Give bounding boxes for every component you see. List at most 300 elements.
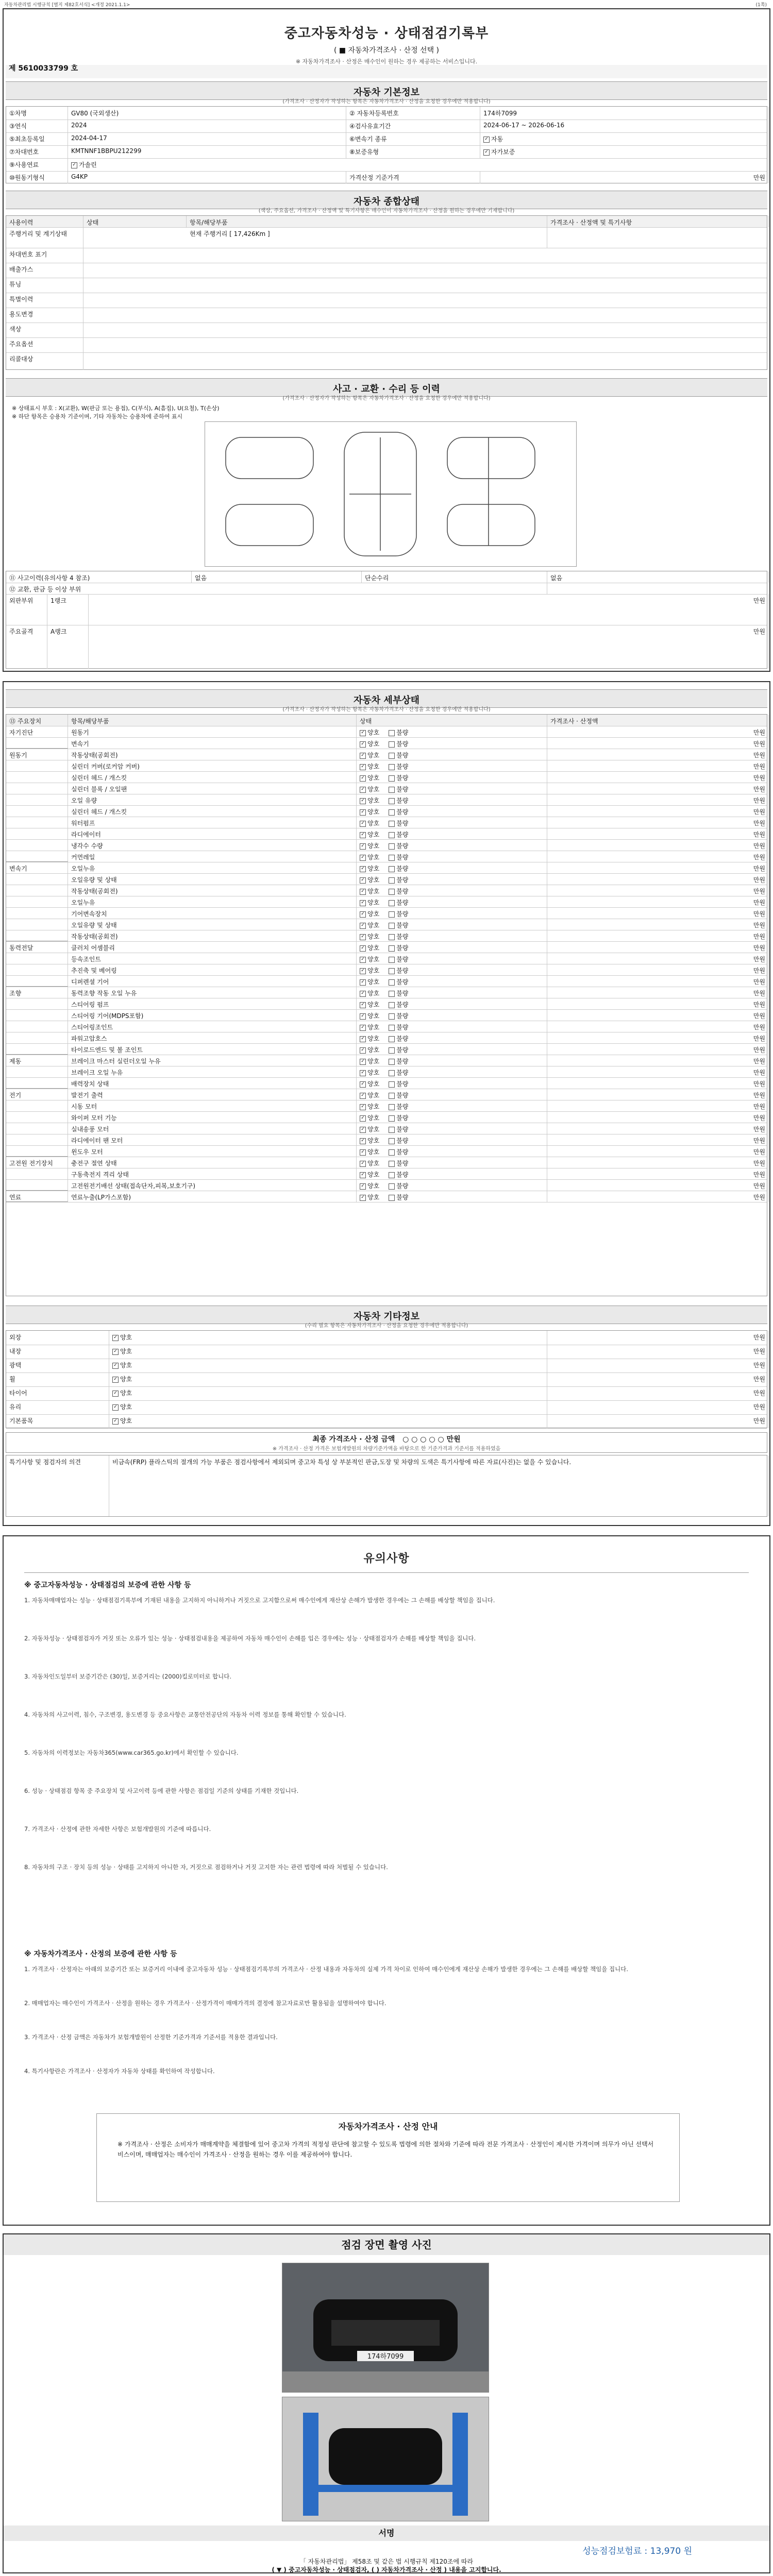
checkbox-icon: ✓ [360,911,366,918]
etc-section-title: 자동차 기타정보 [6,1306,767,1324]
checkbox-icon [389,945,395,952]
notice-title: 유의사항 [363,1552,410,1565]
divider [24,1572,749,1573]
etc-item-label: 광택 [6,1359,109,1372]
etc-status [109,1331,547,1345]
status-good-text: 양호 [367,831,380,838]
checkbox-icon: ✓ [360,798,366,804]
final-price-note: ※ 가격조사 · 산정 가격은 보험개발원의 차량기준가액을 바탕으로 한 기준가격과 기준서를 적용하였음 [272,1446,501,1452]
detail-row [6,1089,767,1100]
detail-price: 만원 [547,873,769,885]
detail-status [357,964,547,975]
detail-item: 와이퍼 모터 기능 [68,1111,357,1123]
etc-price: 만원 [547,1359,769,1372]
notice-item: 2. 자동차성능 · 상태점검자가 거짓 또는 오류가 있는 성능 · 상태점검내용을 제공하여 자동차 매수인이 손해를 입은 경우에는 성능 · 상태점검자가 손해를 배상할 책임을 집니다. [24,1635,476,1642]
warranty-label: ⑧보증유형 [346,145,480,158]
checkbox-icon: ✓ [112,1335,119,1341]
period-value: 2024-06-17 ~ 2026-06-16 [480,120,769,132]
status-good-text: 양호 [367,1080,380,1088]
status-bad-text: 불량 [396,763,409,770]
checkbox-icon [389,855,395,861]
notice-item: 4. 특기사항란은 가격조사 · 산정자가 자동차 상태를 확인하여 작성합니다. [24,2067,215,2075]
checkbox-icon [389,821,395,827]
price-basis-label: 가격산정 기준가격 [346,171,480,183]
checkbox-icon [389,764,395,770]
detail-status [357,907,547,919]
warranty-value [480,145,769,158]
repair-label: 단순수리 [362,571,547,583]
detail-status [357,1021,547,1032]
detail-item: 실내송풍 모터 [68,1123,357,1134]
detail-status [357,896,547,907]
status-bad-text: 불량 [396,1080,409,1088]
detail-group-label: 원동기 [6,749,68,862]
checkbox-icon: ✓ [360,741,366,748]
checkbox-icon: ✓ [483,149,490,156]
final-price-value: ○ ○ ○ ○ ○ 만원 [402,1435,461,1444]
detail-item: 연료누출(LP가스포함) [68,1191,357,1202]
insurance-fee: 성능점검보험료 : 13,970 원 [582,2546,692,2556]
general-row-label: 배출가스 [6,263,83,278]
detail-price: 만원 [547,964,769,975]
detail-status [357,987,547,998]
etc-table [6,1330,767,1428]
fuel-value [68,158,769,171]
status-good-text: 양호 [367,899,380,906]
detail-item: 추진축 및 베어링 [68,964,357,975]
detail-price: 만원 [547,1089,769,1100]
inspection-photo-lift [282,2397,489,2521]
status-bad-text: 불량 [396,865,409,872]
detail-item: 실린더 커버(로커암 커버) [68,760,357,771]
detail-status [357,805,547,817]
detail-item: 오일누유 [68,896,357,907]
notice-item: 8. 자동차의 구조 · 장치 등의 성능 · 상태를 고지하지 아니한 자, 거짓으로 점검하거나 거짓 고지한 자는 관련 법령에 따라 처벌될 수 있습니다. [24,1863,388,1871]
detail-status [357,885,547,896]
detail-status [357,998,547,1009]
detail-item: 오일누유 [68,862,357,873]
detail-price: 만원 [547,930,769,941]
etc-status-text: 양호 [120,1348,132,1355]
inspection-photo-front [282,2263,489,2393]
detail-price: 만원 [547,987,769,998]
detail-item: 라디에이터 팬 모터 [68,1134,357,1145]
page-2 [3,681,770,1526]
section-accident-title: 사고 · 교환 · 수리 등 이력 [6,378,767,397]
status-bad-text: 불량 [396,888,409,895]
checkbox-icon: ✓ [360,843,366,850]
checkbox-icon: ✓ [360,968,366,974]
detail-price: 만원 [547,1111,769,1123]
fuel-label: ⑨사용연료 [6,158,68,171]
status-good-text: 양호 [367,1114,380,1122]
status-good-text: 양호 [367,786,380,793]
etc-item-label: 기본품목 [6,1414,109,1428]
reg-value: 2024-04-17 [68,132,346,145]
general-col-state: 상태 [83,216,187,227]
special-notes-label: 특기사항 및 점검자의 의견 [6,1455,109,1516]
checkbox-icon: ✓ [360,1059,366,1065]
checkbox-icon [389,991,395,997]
detail-item: 작동상태(공회전) [68,930,357,941]
detail-price: 만원 [547,1123,769,1134]
document-title: 중고자동차성능 · 상태점검기록부 [284,26,489,41]
detail-group-label: 전기 [6,1089,68,1157]
detail-item: 파워고압호스 [68,1032,357,1043]
detail-row [6,1021,767,1032]
checkbox-icon: ✓ [360,775,366,782]
checkbox-icon: ✓ [360,900,366,906]
detail-row [6,760,767,772]
detail-group-label: 자기진단 [6,726,68,749]
status-good-text: 양호 [367,774,380,782]
detail-item: 배력장치 상태 [68,1077,357,1089]
car-lift-photo-icon [282,2397,489,2521]
detail-status [357,1191,547,1202]
status-good-text: 양호 [367,729,380,736]
detail-row [6,1055,767,1066]
etc-row [6,1345,767,1359]
detail-item: 워터펌프 [68,817,357,828]
detail-price: 만원 [547,1066,769,1077]
etc-price: 만원 [547,1372,769,1386]
detail-status [357,1168,547,1179]
rank-1-label: 1랭크 [47,594,89,625]
general-row-label: 특별이력 [6,293,83,308]
general-col-item: 항목/해당부품 [187,216,547,227]
period-label: ④검사유효기간 [346,120,480,132]
detail-item: 스티어링조인트 [68,1021,357,1032]
detail-price: 만원 [547,726,769,737]
status-bad-text: 불량 [396,808,409,816]
footer-line-2: ( ▼ ) 중고자동차성능 · 상태점검자, ( ) 자동차가격조사 · 산정 ) 내용을 고지합니다. [272,2566,501,2573]
detail-status [357,1145,547,1157]
checkbox-icon: ✓ [360,1104,366,1110]
general-row-label: 주요옵션 [6,337,83,352]
status-bad-text: 불량 [396,797,409,804]
status-bad-text: 불량 [396,842,409,850]
section-basic-title: 자동차 기본정보 [6,81,767,100]
checkbox-icon [389,900,395,906]
gear-value [480,132,769,145]
detail-row [6,1066,767,1078]
status-good-text: 양호 [367,956,380,963]
detail-row [6,987,767,998]
detail-item: 커먼레일 [68,851,357,862]
special-notes-text: 비금속(FRP) 플라스틱의 절개의 가능 부품은 점검사항에서 제외되며 중고차 특성 상 부분적인 판금,도장 및 차량의 도색은 특기사항에 따른 자료(사진)는 없을 수 있습니다. [109,1455,769,1516]
status-good-text: 양호 [367,1137,380,1144]
status-good-text: 양호 [367,1182,380,1190]
checkbox-icon [389,1138,395,1144]
status-good-text: 양호 [367,842,380,850]
detail-section-title: 자동차 세부상태 [6,689,767,708]
checkbox-icon: ✓ [360,1025,366,1031]
status-good-text: 양호 [367,990,380,997]
reg-label: ⑤최초등록일 [6,132,68,145]
status-good-text: 양호 [367,1024,380,1031]
status-bad-text: 불량 [396,831,409,838]
checkbox-icon: ✓ [360,764,366,770]
checkbox-icon [389,923,395,929]
checkbox-icon: ✓ [112,1349,119,1355]
detail-item: 등속조인트 [68,953,357,964]
checkbox-icon [389,957,395,963]
etc-price: 만원 [547,1414,769,1428]
notice-heading-1: ※ 중고자동차성능 · 상태점검의 보증에 관한 사항 등 [24,1581,191,1589]
checkbox-icon [389,877,395,884]
status-bad-text: 불량 [396,933,409,940]
etc-row [6,1359,767,1373]
detail-price: 만원 [547,1021,769,1032]
status-good-text: 양호 [367,854,380,861]
status-good-text: 양호 [367,1035,380,1042]
doc-number-bar [6,65,767,78]
status-bad-text: 불량 [396,820,409,827]
year-label: ③연식 [6,120,68,132]
detail-price: 만원 [547,896,769,907]
general-row-label: 주행거리 및 계기상태 [6,227,83,248]
status-bad-text: 불량 [396,1046,409,1054]
special-notes-box [6,1455,767,1517]
photo-section-title: 점검 장면 촬영 사진 [4,2234,769,2255]
detail-price: 만원 [547,760,769,771]
etc-status [109,1372,547,1386]
checkbox-icon: ✓ [360,1002,366,1008]
detail-row [6,873,767,885]
checkbox-icon [389,1195,395,1201]
detail-row [6,771,767,783]
status-bad-text: 불량 [396,876,409,884]
status-bad-text: 불량 [396,899,409,906]
detail-price: 만원 [547,737,769,749]
accident-table [6,571,767,669]
general-row-label: 색상 [6,323,83,337]
detail-row [6,885,767,896]
notice-item: 5. 자동차의 이력정보는 자동차365(www.car365.go.kr)에서 확인할 수 있습니다. [24,1749,239,1756]
detail-row [6,1145,767,1157]
detail-item: 동력조향 작동 오일 누유 [68,987,357,998]
main-frame-label: 주요골격 [6,625,47,669]
status-bad-text: 불량 [396,854,409,861]
detail-group-label: 동력전달 [6,941,68,987]
detail-status [357,828,547,839]
etc-item-label: 내장 [6,1345,109,1359]
checkbox-icon: ✓ [360,832,366,838]
car-front-photo-icon [282,2263,489,2392]
etc-status-text: 양호 [120,1362,132,1369]
status-good-text: 양호 [367,740,380,748]
detail-item: 타이로드엔드 및 볼 조인트 [68,1043,357,1055]
detail-row [6,1111,767,1123]
status-good-text: 양호 [367,1069,380,1076]
etc-row [6,1372,767,1387]
checkbox-icon: ✓ [360,1093,366,1099]
main-frame-price: 만원 [547,625,769,669]
status-good-text: 양호 [367,1126,380,1133]
checkbox-icon [389,753,395,759]
checkbox-icon: ✓ [112,1404,119,1411]
status-good-text: 양호 [367,888,380,895]
checkbox-icon: ✓ [112,1418,119,1425]
document-number: 제 5610033799 호 [9,64,78,73]
detail-item: 변속기 [68,737,357,749]
status-good-text: 양호 [367,922,380,929]
top-line [0,0,773,7]
status-bad-text: 불량 [396,1058,409,1065]
detail-status [357,1089,547,1100]
etc-status [109,1386,547,1400]
checkbox-icon: ✓ [112,1377,119,1383]
status-bad-text: 불량 [396,1012,409,1020]
checkbox-icon [389,968,395,974]
document-note: ※ 자동차가격조사 · 산정은 매수인이 원하는 경우 제공하는 서비스입니다. [295,58,478,65]
status-good-text: 양호 [367,944,380,952]
detail-price: 만원 [547,1134,769,1145]
detail-item: 오일 유량 [68,794,357,805]
general-col-price: 가격조사 · 산정액 및 특기사항 [547,216,769,227]
notice-item: 7. 가격조사 · 산정에 관한 자세한 사항은 보험개발원의 기준에 따릅니다. [24,1825,211,1833]
status-good-text: 양호 [367,933,380,940]
status-good-text: 양호 [367,1001,380,1008]
detail-group-label: 고전원 전기장치 [6,1157,68,1191]
detail-price: 만원 [547,885,769,896]
etc-status [109,1400,547,1414]
status-bad-text: 불량 [396,944,409,952]
detail-price: 만원 [547,1191,769,1202]
detail-price: 만원 [547,794,769,805]
frame-heading: ⑫ 교환, 판금 등 이상 부위 [6,583,547,594]
detail-item: 오일유량 및 상태 [68,873,357,885]
detail-item: 스티어링 펌프 [68,998,357,1009]
etc-price: 만원 [547,1400,769,1414]
notice-item: 2. 매매업자는 매수인이 가격조사 · 산정을 원하는 경우 가격조사 · 산정가격이 매매가격의 결정에 참고자료로만 활용됨을 설명하여야 합니다. [24,1999,386,2007]
detail-price: 만원 [547,749,769,760]
detail-status [357,1055,547,1066]
detail-item: 작동상태(공회전) [68,749,357,760]
checkbox-icon: ✓ [360,979,366,986]
etc-status [109,1414,547,1428]
detail-row [6,919,767,930]
notice-item: 6. 성능 · 상태점검 항목 중 주요장치 및 사고이력 등에 관한 사항은 점검일 기준의 상태를 기재한 것입니다. [24,1787,299,1794]
checkbox-icon [389,1104,395,1110]
detail-row [6,726,767,738]
checkbox-icon: ✓ [360,1183,366,1190]
notice-item: 3. 가격조사 · 산정 금액은 자동차가 보험개발원이 산정한 기준가격과 기준서를 적용한 결과입니다. [24,2033,278,2041]
checkbox-icon [389,1115,395,1122]
etc-status-text: 양호 [120,1417,132,1425]
checkbox-icon [389,1172,395,1178]
checkbox-icon: ✓ [360,753,366,759]
detail-status [357,862,547,873]
status-good-text: 양호 [367,1046,380,1054]
etc-status-text: 양호 [120,1389,132,1397]
etc-row [6,1400,767,1415]
accident-legend: ※ 상태표시 부호 : X(교환), W(판금 또는 용접), C(부식), A(흠집), U(요철), T(손상) [12,405,220,412]
car-outline-icon [205,422,576,566]
status-good-text: 양호 [367,1148,380,1156]
accident-label: ⑪ 사고이력(유의사항 4 참조) [6,571,192,583]
general-row-label: 리콜대상 [6,352,83,370]
detail-row [6,953,767,964]
status-bad-text: 불량 [396,1160,409,1167]
status-good-text: 양호 [367,1012,380,1020]
etc-price: 만원 [547,1345,769,1359]
detail-col-device: ⑬ 주요장치 [6,715,68,726]
checkbox-icon: ✓ [360,923,366,929]
checkbox-icon: ✓ [360,877,366,884]
detail-col-item: 항목/해당부품 [68,715,357,726]
checkbox-icon: ✓ [360,821,366,827]
detail-item: 실린더 헤드 / 개스킷 [68,771,357,783]
checkbox-icon: ✓ [360,1127,366,1133]
etc-item-label: 유리 [6,1400,109,1414]
page-1 [3,8,770,672]
checkbox-icon: ✓ [112,1363,119,1369]
detail-item: 디퍼렌셜 기어 [68,975,357,987]
checkbox-icon: ✓ [360,945,366,952]
detail-item: 원동기 [68,726,357,737]
checkbox-icon [389,1013,395,1020]
detail-row [6,817,767,828]
detail-row [6,839,767,851]
checkbox-icon [389,1059,395,1065]
status-bad-text: 불량 [396,910,409,918]
detail-row [6,930,767,942]
basic-info-table [6,106,767,183]
checkbox-icon: ✓ [360,1036,366,1042]
detail-status [357,817,547,828]
detail-price: 만원 [547,1100,769,1111]
general-state-table [6,215,767,370]
outer-label: 외판부위 [6,594,47,625]
general-row-label: 차대번호 표기 [6,248,83,263]
checkbox-icon [389,1081,395,1088]
detail-row [6,1157,767,1168]
detail-row [6,964,767,976]
detail-item: 고전원전기배선 상태(접속단자,피복,보호기구) [68,1179,357,1191]
detail-item: 발전기 출력 [68,1089,357,1100]
checkbox-icon: ✓ [360,1081,366,1088]
etc-row [6,1386,767,1401]
detail-row [6,1100,767,1112]
detail-status [357,760,547,771]
plate-value: 174하7099 [480,107,769,120]
detail-status [357,783,547,794]
detail-row [6,862,767,874]
status-bad-text: 불량 [396,1092,409,1099]
checkbox-icon: ✓ [360,1149,366,1156]
detail-row [6,851,767,862]
status-bad-text: 불량 [396,978,409,986]
detail-row [6,1168,767,1180]
status-good-text: 양호 [367,1171,380,1178]
detail-status [357,1111,547,1123]
checkbox-icon [389,911,395,918]
status-bad-text: 불량 [396,1137,409,1144]
detail-status [357,941,547,953]
detail-status [357,851,547,862]
status-bad-text: 불량 [396,729,409,736]
detail-status [357,1157,547,1168]
detail-item: 실린더 블록 / 오일팬 [68,783,357,794]
checkbox-icon [389,1047,395,1054]
detail-item: 실린더 헤드 / 개스킷 [68,805,357,817]
detail-price: 만원 [547,1043,769,1055]
section-accident-note: (가격조사 · 산정자가 작성하는 항목은 자동차가격조사 · 산정을 요청한 경우에만 적용합니다) [282,396,491,401]
status-bad-text: 불량 [396,1035,409,1042]
checkbox-icon: ✓ [360,934,366,940]
status-bad-text: 불량 [396,1194,409,1201]
